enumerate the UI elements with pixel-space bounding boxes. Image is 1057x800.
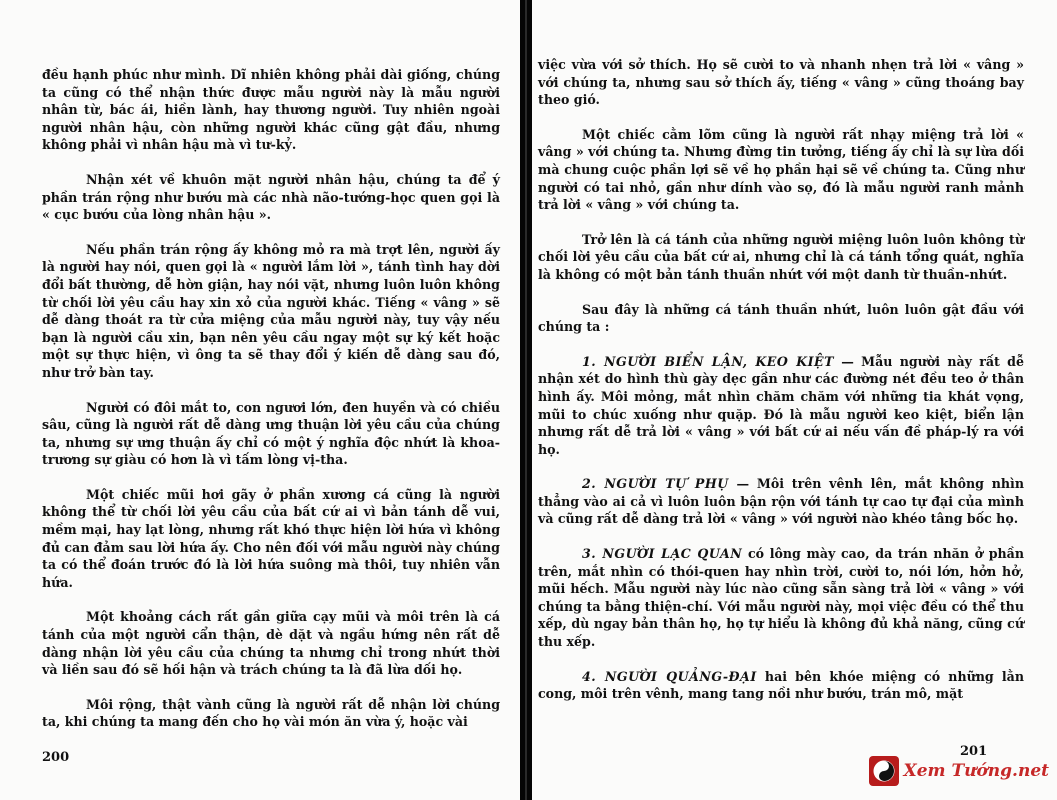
paragraph (538, 475, 1024, 528)
paragraph-text: hai bên khóe miệng có những lằn cong, môi trên vênh, mang tang nồi như bướu, trán mô, mặt (538, 668, 1024, 702)
left-page-text (42, 66, 500, 737)
section-heading: 1. NGƯỜI BIỂN LẬN, KEO KIỆT (582, 353, 834, 369)
paragraph (538, 231, 1024, 284)
paragraph-text: Sau đây là những cá tánh thuần nhứt, luôn luôn gật đầu với chúng ta : (538, 301, 1024, 335)
paragraph: Một khoảng cách rất gần giữa cạy mũi và môi trên là cá tánh của một người cẩn thận, dè dặt và ngầu hứng nên rất dễ dàng nhận lời yêu cầu của chúng ta nhưng chỉ trong nhứt thời và liền sau đó sẽ hối hận và trách chúng ta là đã lừa dối họ. (42, 609, 500, 678)
right-page-text (538, 56, 1024, 709)
paragraph-text: — Môi trên vênh lên, mắt không nhìn thẳng vào ai cả vì luôn luôn bận rộn với tánh tự cao tự đại của mình và cũng rất dễ dàng trả lời « vâng » với người nào khéo tâng bốc họ. (538, 476, 1024, 527)
page-number: 201 (960, 744, 988, 759)
paragraph (538, 126, 1024, 214)
paragraph-text: Trở lên là cá tánh của những người miệng luôn luôn không từ chối lời yêu cầu của bất cứ ai, nhưng chỉ là cá tánh tổng quát, nghĩa là không có một bản tánh thuần nhứt với một danh từ thuần-nhứt. (538, 231, 1024, 282)
paragraph (538, 56, 1024, 109)
paragraph: Nếu phần trán rộng ấy không mỏ ra mà trợt lên, người ấy là người hay nói, quen gọi là « người lắm lời », tánh tình hay dời đổi bất thường, dễ hờn giận, hay nói vặt, nhưng luôn luôn không từ chối lời yêu cầu hay xin xỏ của người khác. Tiếng « vâng » sẽ dễ dàng thoát ra từ cửa miệng của mẫu người này, tuy vậy nếu bạn là người cầu xin, bạn nên yêu cầu ngay một sự ký kết hoặc một sự thực hiện, vì ông ta sẽ thay đổi ý kiến dễ dàng sau đó, như trở bàn tay. (42, 241, 500, 380)
page-number: 200 (42, 750, 70, 765)
paragraph (538, 301, 1024, 336)
book-gutter (520, 0, 532, 800)
right-page (532, 0, 1057, 800)
watermark-text: Xem Tướng.net (903, 761, 1049, 781)
paragraph: Nhận xét về khuôn mặt người nhân hậu, chúng ta để ý phần trán rộng như bướu mà các nhà não-tướng-học quen gọi là « cục bướu của lòng nhân hậu ». (42, 171, 500, 223)
paragraph (538, 353, 1024, 459)
section-heading: 3. NGƯỜI LẠC QUAN (582, 546, 743, 562)
paragraph (538, 668, 1024, 703)
paragraph: Người có đôi mắt to, con ngươi lớn, đen huyền và có chiều sâu, cũng là người rất dễ dàng ưng thuận lời yêu cầu của chúng ta, nhưng sự ưng thuận ấy chỉ có một ý nghĩa độc nhứt là khoa-trương sự giàu có hơn là vì tấm lòng vị-tha. (42, 399, 500, 468)
left-page (0, 0, 520, 800)
paragraph-text: có lông mày cao, da trán nhăn ở phần trên, mắt nhìn có thói-quen hay nhìn trời, cười to, nói lớn, hởn hở, mũi hếch. Mẫu người này lúc nào cũng sẵn sàng trả lời « vâng » với chúng ta bằng thiện-chí. Với mẫu người này, mọi việc đều có thể thu xếp, dù ngay bản thân họ, họ tự hiểu là không đủ khả năng, cũng cứ thu xếp. (538, 546, 1024, 650)
yin-yang-icon (869, 756, 899, 786)
section-heading: 4. NGƯỜI QUẢNG-ĐẠI (582, 668, 757, 684)
paragraph: đều hạnh phúc như mình. Dĩ nhiên không phải dài giống, chúng ta cũng có thể nhận thức được mẫu người này là mẫu người nhân từ, bác ái, hiền lành, hay thương người. Tuy nhiên ngoài người nhân hậu, còn những người khác cũng gật đầu, nhưng không phải vì nhân hậu mà vì tư-kỷ. (42, 67, 500, 153)
paragraph: Môi rộng, thật vành cũng là người rất dễ nhận lời chúng ta, khi chúng ta mang đến cho họ vài món ăn vừa ý, hoặc vài (42, 696, 500, 730)
paragraph-text: Một chiếc cằm lõm cũng là người rất nhạy miệng trả lời « vâng » với chúng ta. Nhưng đừng tin tưởng, tiếng ấy chỉ là sự lừa dối mà chung cuộc phần lợi sẽ về họ phần hại sẽ về chúng ta. Cũng như người có tai nhỏ, gần như dính vào sọ, đó là mẫu người ranh mảnh trả lời « vâng » với chúng ta. (538, 126, 1025, 213)
paragraph-text: việc vừa với sở thích. Họ sẽ cười to và nhanh nhẹn trả lời « vâng » với chúng ta, nhưng sau sở thích ấy, tiếng « vâng » cũng thoáng bay theo gió. (538, 57, 1024, 108)
paragraph (538, 545, 1024, 651)
watermark-logo (869, 756, 1049, 786)
paragraph-text: — Mẫu người này rất dễ nhận xét do hình thù gày dẹc gần như các đường nét đều teo ở thân hình ấy. Môi mỏng, mắt nhìn chăm chăm với những tia khát vọng, mũi to chúc xuống như quặp. Đó là mẫu người keo kiệt, biển lận nhưng rất dễ trả lời « vâng » với bất cứ ai nếu vấn đề pháp-lý ra với họ. (538, 353, 1024, 457)
paragraph: Một chiếc mũi hơi gãy ở phần xương cá cũng là người không thể từ chối lời yêu cầu của bất cứ ai vì bản tánh dễ vui, mềm mại, hay lạt lòng, nhưng rất khó thực hiện lời hứa vì không đủ can đảm sau lời hứa ấy. Cho nên đối với mẫu người này chúng ta có thể đoán trước đó là lời hứa suông mà thôi, tuy nhiên vẫn hứa. (42, 486, 500, 590)
section-heading: 2. NGƯỜI TỰ PHỤ (582, 476, 729, 492)
